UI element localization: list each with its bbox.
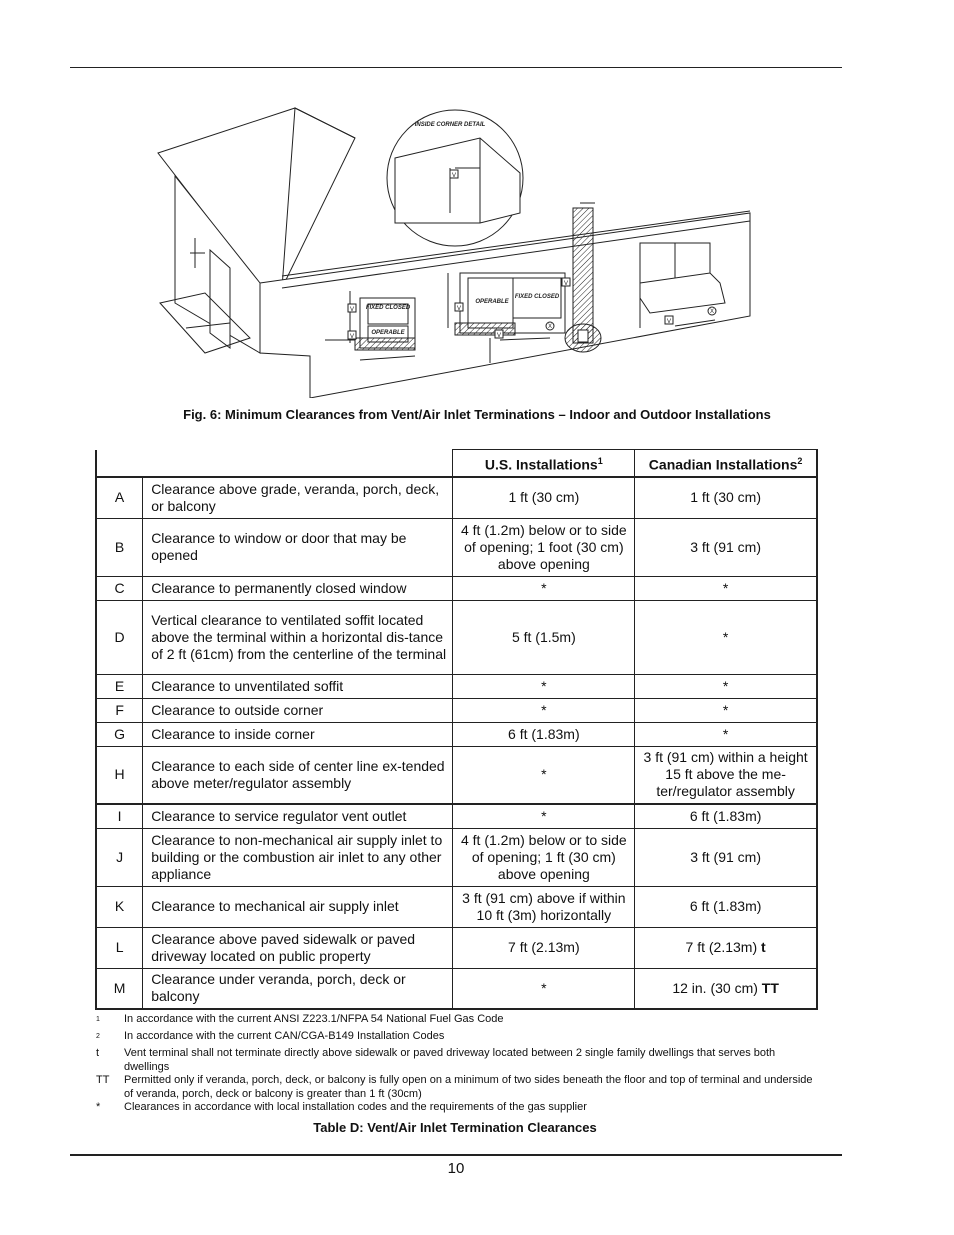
footnote-mark: TT [96,1074,110,1087]
us-value: 7 ft (2.13m) [453,927,635,968]
row-description: Clearance to each side of center line ex-tended above meter/regulator assembly [143,746,453,804]
page-number: 10 [447,1160,465,1177]
canada-value: 6 ft (1.83m) [635,804,817,828]
v-marker: V [349,334,355,340]
footnote-mark: t [96,1047,100,1060]
row-letter: D [96,600,143,674]
canada-value: * [635,722,817,746]
row-description: Clearance to mechanical air supply inlet [143,886,453,927]
us-value: 4 ft (1.2m) below or to side of opening; 1 ft (30 cm) above opening [453,828,635,886]
us-value: * [453,698,635,722]
canada-value: 3 ft (91 cm) within a height 15 ft above the me-ter/regulator assembly [635,746,817,804]
table-row [96,698,817,722]
us-value: 6 ft (1.83m) [453,722,635,746]
inside-corner-detail-label: INSIDE CORNER DETAIL [414,122,486,128]
footnote-text: Clearances in accordance with local installation codes and the requirements of the gas supplier [124,1101,587,1114]
canada-value: 7 ft (2.13m) t [635,927,817,968]
clearance-table [95,449,818,1010]
operable-label-1: OPERABLE [371,330,405,336]
footnote-mark: t [761,939,766,955]
row-letter: B [96,518,143,576]
footer-rule [70,1154,842,1156]
fixed-closed-label-2: FIXED CLOSED [514,294,560,300]
row-letter: A [96,477,143,518]
canada-value: * [635,600,817,674]
footnote-mark: * [96,1101,101,1114]
table-row [96,927,817,968]
table-row [96,722,817,746]
row-letter: H [96,746,143,804]
row-letter: F [96,698,143,722]
house-clearance-diagram [150,98,760,398]
v-marker: V [666,319,672,325]
row-description: Clearance to service regulator vent outlet [143,804,453,828]
row-letter: M [96,968,143,1009]
x-marker: X [709,309,715,315]
blank-header [96,450,453,478]
us-value: 3 ft (91 cm) above if within 10 ft (3m) horizontally [453,886,635,927]
row-letter: C [96,576,143,600]
row-description: Clearance to permanently closed window [143,576,453,600]
x-marker: X [547,324,553,330]
table-row [96,600,817,674]
row-letter: G [96,722,143,746]
canada-value: 6 ft (1.83m) [635,886,817,927]
header-rule [70,67,842,68]
footnote-mark: TT [761,979,779,996]
table-row [96,828,817,886]
canada-value: * [635,674,817,698]
footnotes [96,1013,816,1115]
canada-value: 1 ft (30 cm) [635,477,817,518]
us-value: * [453,968,635,1009]
footnote [96,1101,816,1115]
v-marker: V [451,173,457,179]
canada-value: 12 in. (30 cm) TT [635,968,817,1009]
row-description: Clearance to outside corner [143,698,453,722]
v-marker: V [456,306,462,312]
row-letter: L [96,927,143,968]
row-description: Clearance to unventilated soffit [143,674,453,698]
canada-value: * [635,698,817,722]
table-row [96,576,817,600]
row-description: Clearance to inside corner [143,722,453,746]
footnote-mark: 2 [96,1033,100,1041]
row-description: Clearance to window or door that may be opened [143,518,453,576]
us-value: 4 ft (1.2m) below or to side of opening; 1 foot (30 cm) above opening [453,518,635,576]
us-value: 1 ft (30 cm) [453,477,635,518]
row-description: Clearance to non-mechanical air supply inlet to building or the combustion air inlet to any other appliance [143,828,453,886]
table-row [96,674,817,698]
operable-label-2: OPERABLE [475,299,509,305]
row-letter: I [96,804,143,828]
footnote-text: In accordance with the current ANSI Z223.1/NFPA 54 National Fuel Gas Code [124,1013,504,1025]
table-row [96,804,817,828]
v-marker: V [563,281,569,287]
row-letter: J [96,828,143,886]
canada-value: 3 ft (91 cm) [635,518,817,576]
footnote-text: Vent terminal shall not terminate directly above sidewalk or paved driveway located between 2 single family dwellings that serves both dwellings [124,1047,776,1073]
row-letter: K [96,886,143,927]
footnote-text: In accordance with the current CAN/CGA-B149 Installation Codes [124,1030,445,1043]
footnote [96,1030,816,1047]
fixed-closed-label-1: FIXED CLOSED [365,305,411,311]
us-value: 5 ft (1.5m) [453,600,635,674]
canadian-installations-header: Canadian Installations$^2$ [635,450,817,478]
table-row [96,477,817,518]
table-row [96,746,817,804]
row-description: Clearance above grade, veranda, porch, deck, or balcony [143,477,453,518]
table-row [96,968,817,1009]
us-value: * [453,576,635,600]
row-description: Clearance under veranda, porch, deck or balcony [143,968,453,1009]
row-description: Vertical clearance to ventilated soffit located above the terminal within a horizontal dis-tance of 2 ft (61cm) from the centerline of the terminal [143,600,453,674]
footnote [96,1013,816,1030]
canada-value: * [635,576,817,600]
table-row [96,886,817,927]
figure-caption: Fig. 6: Minimum Clearances from Vent/Air Inlet Terminations – Indoor and Outdoor Installations [183,407,771,422]
row-description: Clearance above paved sidewalk or paved driveway located on public property [143,927,453,968]
footnote [96,1047,816,1074]
v-marker: V [496,333,502,339]
row-letter: E [96,674,143,698]
us-value: * [453,746,635,804]
us-value: * [453,674,635,698]
us-installations-header: U.S. Installations$^1$ [453,450,635,478]
us-value: * [453,804,635,828]
footnote [96,1074,816,1101]
table-row [96,518,817,576]
footnote-mark: 1 [96,1016,100,1023]
table-caption: Table D: Vent/Air Inlet Termination Clearances [313,1120,597,1135]
footnote-text: Permitted only if veranda, porch, deck, or balcony is fully open on a minimum of two sides beneath the floor and top of terminal and underside of veranda, porch, deck or balcony is greater than 1 ft (30cm) [124,1074,813,1100]
v-marker: V [349,307,355,313]
canada-value: 3 ft (91 cm) [635,828,817,886]
